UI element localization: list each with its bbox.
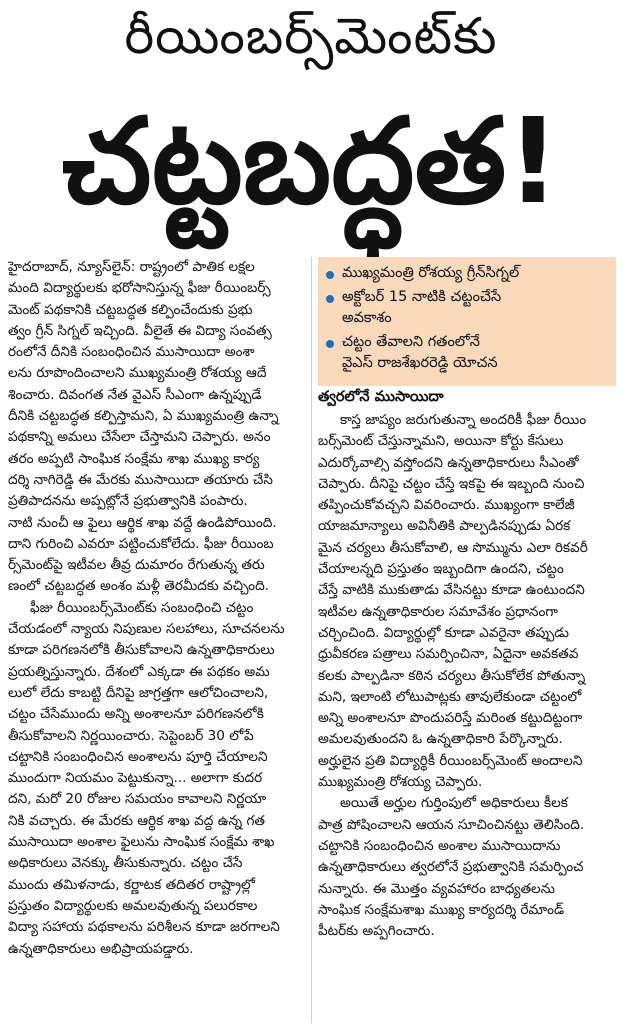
article-line: ఫీజు రీయింబర్స్‌మెంట్‌కు సంబంధించి చట్టం	[30, 599, 254, 616]
article-line: ముందు తమిళనాడు, కర్ణాటక తదితర రాష్ట్రాల్లో	[8, 876, 256, 893]
article-line: తరం అప్పటి సాంఘిక సంక్షేమ శాఖ ముఖ్య కార్య	[8, 450, 260, 467]
article-line: కలకు పాల్పడినా కఠిన చర్యలు తీసుకోలేక పోతున్నా	[318, 667, 586, 684]
highlight-item	[324, 332, 610, 374]
article-line: ప్రస్తుతం విద్యార్థులకు అమలవుతున్న పలురకాల	[8, 897, 258, 914]
article-line: చేయాలన్నది ప్రస్తుతం ఇబ్బందిగా ఉందని, చట్టం	[318, 561, 564, 578]
article-line: కాస్త జాప్యం జరుగుతున్నా అందరికీ ఫీజు రీయిం	[340, 412, 587, 428]
article-line: దాని గురించి ఎవరూ పట్టించుకోలేదు. ఫీజు రీయింబ	[8, 535, 274, 552]
column-separator	[311, 257, 312, 1023]
article-line: త్వం గ్రీన్ సిగ్నల్ ఇచ్చింది. వీలైతే ఈ విద్యా సంవత్స	[8, 322, 272, 339]
article-line: రంలోనే దీనికి సంబంధించిన ముసాయిదా అంశా	[8, 344, 255, 361]
article-line: ర్స్‌మెంట్‌పై ఇటీవల తీవ్ర దుమారం రేగుతున్న తరు	[8, 557, 265, 574]
article-line: మైన చర్యలు తీసుకోవాలి, ఆ సొమ్మును ఎలా రికవరీ	[318, 539, 588, 556]
article-line: లులో లేదు కాబట్టి దీనిపై జాగ్రత్తగా ఆలోచించాలని,	[8, 684, 269, 701]
highlight-item	[324, 263, 610, 284]
headline-line-1: రీయింబర్స్‌మెంట్‌కు	[124, 7, 498, 65]
article-line: దీనికి చట్టబద్ధత కల్పిస్తామని, ఏ ముఖ్యమంత్రి ఉన్నా	[8, 408, 279, 425]
subheading: త్వరలోనే ముసాయిదా	[318, 389, 444, 405]
article-line: చెప్పారు. దీనిపై చట్టం చేస్తే ఇకపై ఈ ఇబ్బంది నుంచి	[318, 475, 585, 492]
article-line: దని, మరో 20 రోజుల సమయం కావాలని నిర్ణయా	[8, 791, 267, 808]
article-line: తీసుకోవాలని నిర్ణయించారు. సెప్టెంబర్ 30 లోపే	[8, 727, 254, 744]
article-column-right	[318, 410, 616, 1023]
article-line: ఇటీవల ఉన్నతాధికారుల సమావేశం ప్రధానంగా	[318, 603, 558, 620]
article-line: చేస్తే వాటికి ముకుతాడు వేసినట్టు కూడా ఉంటుందని	[318, 582, 585, 599]
article-line: ప్రతిపాదనను అప్పట్లోనే ప్రభుత్వానికి పంపారు.	[8, 493, 248, 510]
article-line: ప్రయత్నిస్తున్నారు. దేశంలో ఎక్కడా ఈ పథకం అమ	[8, 663, 270, 680]
article-line: శించారు. దివంగత నేత వైఎస్ సీఎంగా ఉన్నప్పుడే	[8, 386, 262, 403]
article-line: పీటర్‌కు అప్పగించారు.	[318, 923, 435, 940]
article-column-left	[8, 257, 306, 1023]
article-line: మని, ఇలాంటి లోటుపాట్లకు తావులేకుండా చట్టంలో	[318, 688, 582, 705]
highlights-box	[318, 257, 616, 386]
article-line: లను రూపొందించాలని ముఖ్యమంత్రి రోశయ్య ఆదే	[8, 365, 267, 382]
article-line: చట్టానికి సంబంధించిన అంశాలను పూర్తి చేయాలని	[8, 748, 268, 765]
article-line: నికి వచ్చారు. ఈ మేరకు ఆర్థిక శాఖ వద్ద ఉన్న గత	[8, 812, 265, 829]
bullet-icon	[326, 271, 334, 279]
article-line: విద్యా సహాయ పథకాలను పరిశీలన కూడా జరగాలని	[8, 919, 280, 936]
article-line: ముసాయిదా అంశాల ఫైలును సాంఘిక సంక్షేమ శాఖ	[8, 834, 275, 851]
article-line: కూడా పరిగణనలోకి తీసుకోవాలని ఉన్నతాధికారులు	[8, 642, 275, 659]
article-line: ముఖ్యమంత్రి రోశయ్య చెప్పారు.	[318, 774, 483, 791]
article-line: ఉన్నతాధికారులు త్వరలోనే ప్రభుత్వానికి సమర్పించ	[318, 859, 584, 876]
article-line: యాజమాన్యాలు అవినీతికి పాల్పడినప్పుడు ఏరక	[318, 518, 571, 535]
article-line: అయితే అర్హుల గుర్తింపులో అధికారులు కీలక	[340, 795, 568, 812]
article-line: ధ్రువీకరణ పత్రాలు సమర్పించినా, ఏదైనా అవకతవ	[318, 646, 579, 663]
article-line: పాత్ర పోషించాలని ఆయన సూచించినట్టు తెలిసింది.	[318, 816, 585, 833]
article-line: చట్టానికి సంబంధించిన అంశాల ముసాయిదాను	[318, 837, 561, 854]
highlight-item	[324, 287, 610, 329]
article-line: సాంఘిక సంక్షేమశాఖ ముఖ్య కార్యదర్శి రేమాండ్	[318, 901, 565, 918]
article-line: ఎదుర్కోవాల్సి వస్తోందని ఉన్నతాధికారులు సీఎంతో	[318, 454, 579, 471]
article-line: హైదరాబాద్, న్యూస్‌లైన్: రాష్ట్రంలో పాతిక లక్షల	[8, 259, 255, 275]
article-line: అమలవుతుందని ఓ ఉన్నతాధికారి పేర్కొన్నారు.	[318, 731, 563, 748]
article-line: చట్టం చేసేముందు అన్ని అంశాలనూ పరిగణనలోకి	[8, 706, 264, 723]
article-line: పథకాన్ని అమలు చేసేలా చేస్తామని చెప్పారు. అనం	[8, 429, 271, 446]
article-line: అర్హులైన ప్రతి విద్యార్థికీ రీయింబర్స్‌మెంట్ అందాలని	[318, 752, 583, 769]
article-line: తప్పించుకోవచ్చని వివరించారు. ముఖ్యంగా కాలేజీ	[318, 497, 575, 514]
article-line: ముందుగా నియమం పెట్టుకున్నా... అలాగా కుదర	[8, 770, 263, 787]
highlight-text: ముఖ్యమంత్రి రోశయ్య గ్రీన్‌సిగ్నల్	[342, 265, 520, 281]
highlight-text: అక్టోబర్ 15 నాటికి చట్టంచేసే అవకాశం	[342, 289, 502, 326]
article-line: అన్ని అంశాలనూ పొందుపరిస్తే మరింత కట్టుదిట్టంగా	[318, 710, 583, 727]
article-line: చేయడంలో న్యాయ నిపుణుల సలహాలు, సూచనలను	[8, 621, 285, 638]
article-line: ణంలో చట్టబద్ధత అంశం మళ్లీ తెరమీదకు వచ్చింది.	[8, 578, 269, 595]
article-line: చర్చించింది. విద్యార్థుల్లో కూడా ఎవరైనా తప్పుడు	[318, 624, 569, 641]
headline-line-2: చట్టబద్ధత!	[61, 92, 561, 230]
article-line: దర్శి నాగిరెడ్డి ఈ మేరకు ముసాయిదా తయారు చేసి	[8, 471, 273, 488]
article-line: నాటి నుంచీ ఆ ఫైలు ఆర్థిక శాఖ వద్దే ఉండిపోయింది.	[8, 514, 277, 531]
article-line: మంది విద్యార్థులకు భరోసానిస్తున్న ఫీజు రీయింబర్స్	[8, 280, 271, 297]
article-line: బర్స్‌మెంట్ చేస్తున్నామని, అయినా కోర్టు కేసులు	[318, 433, 564, 450]
article-line: అధికారులు వెనక్కు తీసుకున్నారు. చట్టం చేసే	[8, 855, 243, 872]
article-line: ఉన్నతాధికారులు అభిప్రాయపడ్డారు.	[8, 940, 194, 957]
article-line: మెంట్ పథకానికి చట్టబద్ధత కల్పించేందుకు ప్రభు	[8, 301, 253, 318]
bullet-icon	[326, 295, 334, 303]
bullet-icon	[326, 340, 334, 348]
highlight-text: చట్టం తేవాలని గతంలోనే వైఎస్ రాజశేఖరరెడ్డి యోచన	[342, 334, 498, 371]
article-line: నున్నారు. ఈ మొత్తం వ్యవహారం బాధ్యతలను	[318, 880, 555, 897]
